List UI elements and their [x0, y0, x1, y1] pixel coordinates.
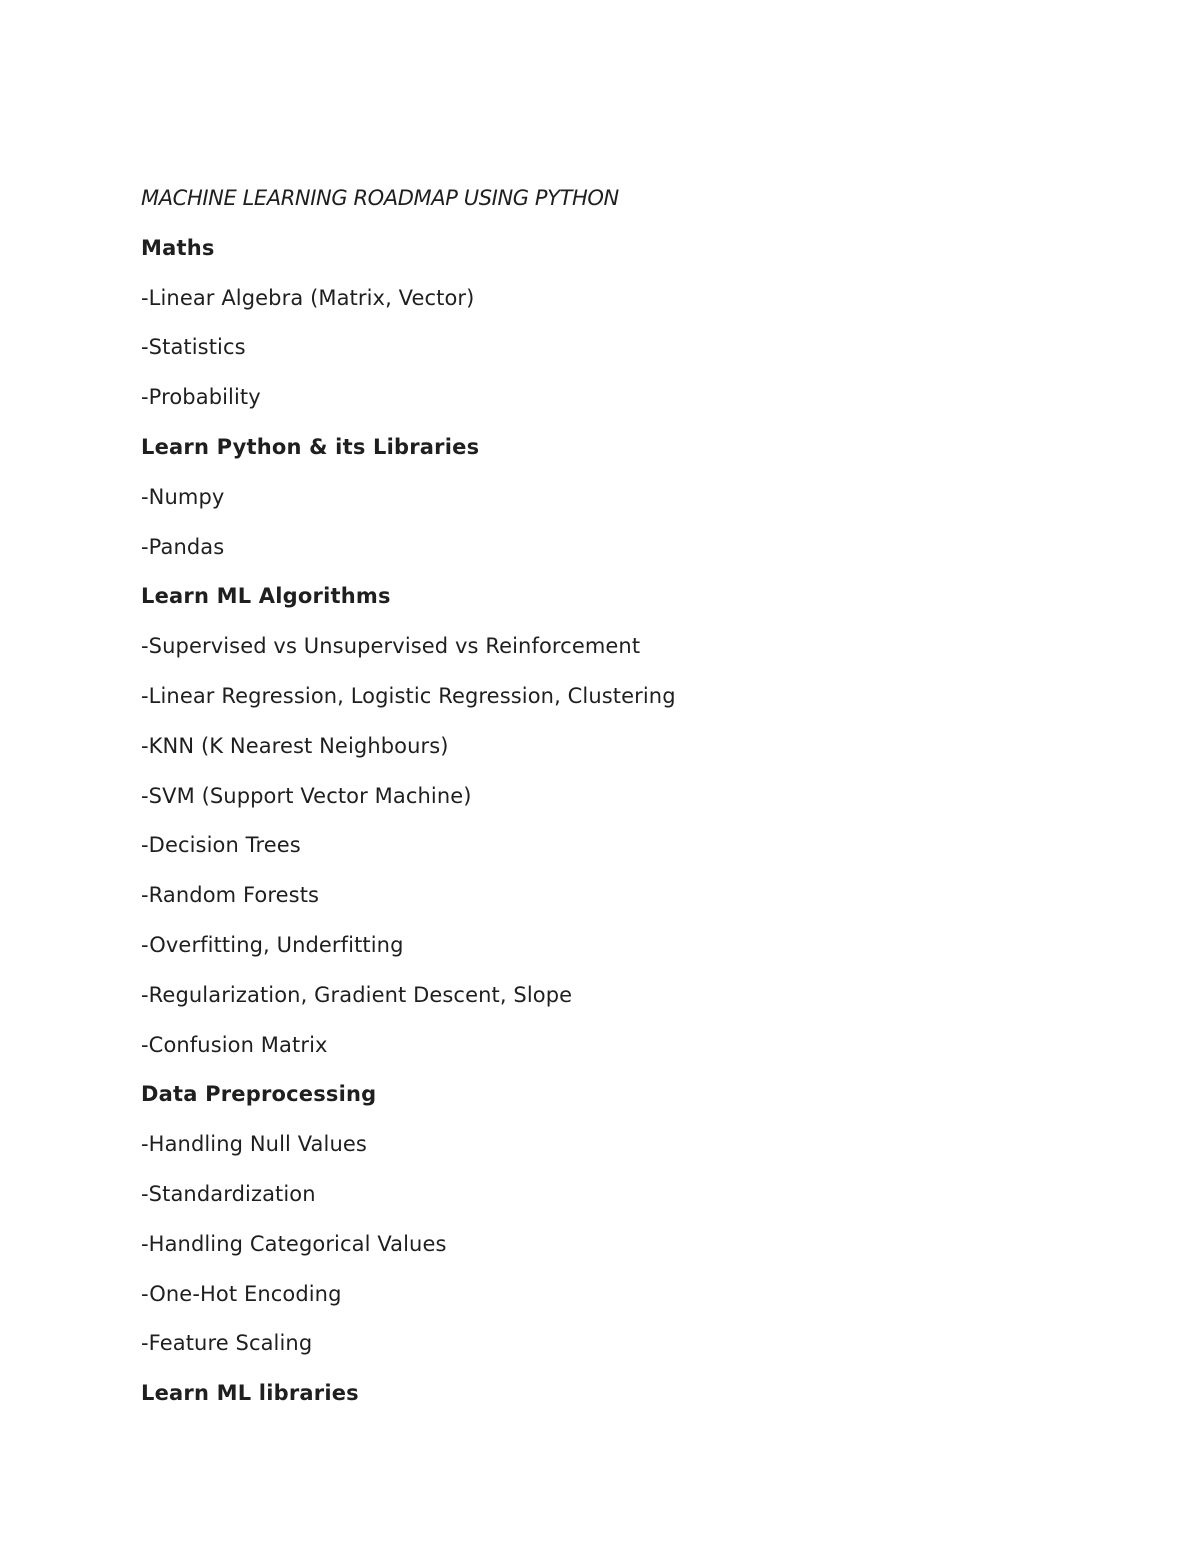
- list-item: -Regularization, Gradient Descent, Slope: [141, 982, 573, 1007]
- list-item: -Confusion Matrix: [141, 1032, 328, 1057]
- list-item: -Supervised vs Unsupervised vs Reinforcement: [141, 634, 641, 659]
- list-item: -One-Hot Encoding: [141, 1281, 342, 1306]
- list-item: -Numpy: [141, 484, 225, 509]
- list-item: -KNN (K Nearest Neighbours): [141, 733, 449, 758]
- list-item: -Feature Scaling: [141, 1331, 313, 1356]
- section-heading-ml-algorithms: Learn ML Algorithms: [141, 584, 391, 609]
- list-item: -Linear Algebra (Matrix, Vector): [141, 285, 475, 310]
- section-heading-ml-libraries: Learn ML libraries: [141, 1381, 359, 1406]
- list-item: -SVM (Support Vector Machine): [141, 783, 472, 808]
- list-item: -Linear Regression, Logistic Regression, Clustering: [141, 683, 676, 708]
- list-item: -Handling Categorical Values: [141, 1231, 447, 1256]
- document-title: MACHINE LEARNING ROADMAP USING PYTHON: [141, 186, 619, 210]
- document-body: [141, 184, 1121, 1429]
- list-item: -Standardization: [141, 1181, 316, 1206]
- list-item: -Handling Null Values: [141, 1132, 367, 1157]
- list-item: -Overfitting, Underfitting: [141, 932, 404, 957]
- list-item: -Probability: [141, 385, 261, 410]
- list-item: -Random Forests: [141, 883, 320, 908]
- section-heading-python-libraries: Learn Python & its Libraries: [141, 434, 480, 459]
- list-item: -Statistics: [141, 335, 246, 360]
- section-heading-maths: Maths: [141, 235, 215, 260]
- list-item: -Pandas: [141, 534, 225, 559]
- list-item: -Decision Trees: [141, 833, 301, 858]
- section-heading-data-preprocessing: Data Preprocessing: [141, 1082, 377, 1107]
